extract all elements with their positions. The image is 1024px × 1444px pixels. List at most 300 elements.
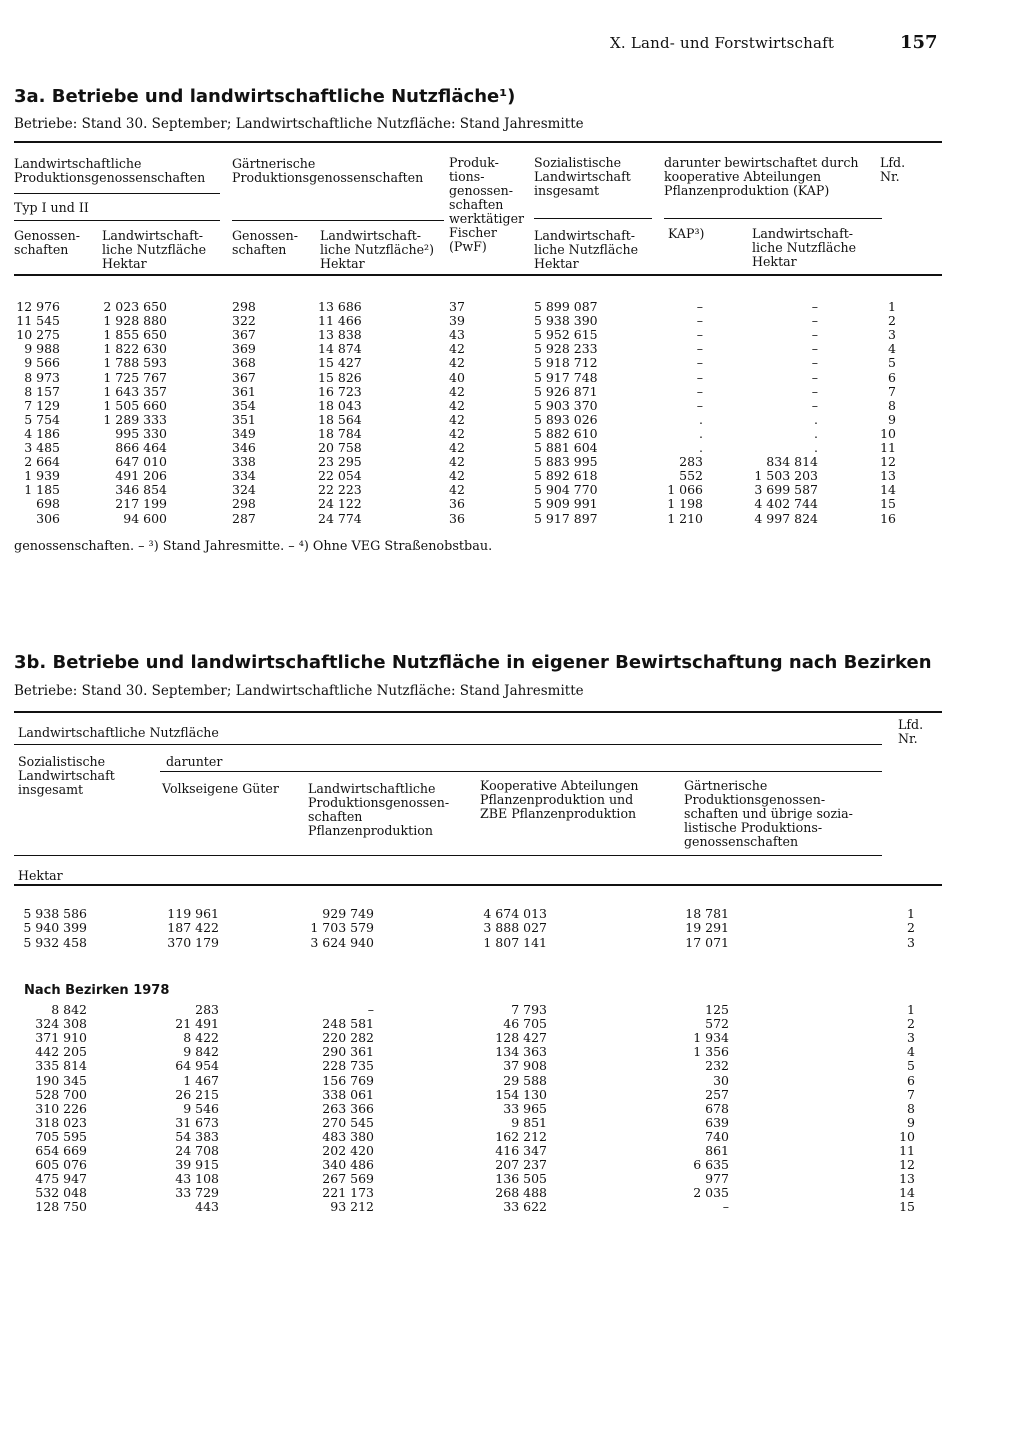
table-cell: 93 212 [330,1199,374,1215]
table-cell: 36 [449,510,465,526]
table-cell: 268 488 [495,1185,547,1201]
table-cell: 13 686 [318,299,362,314]
table-cell: 654 669 [35,1143,87,1158]
table-row [0,300,1024,314]
table-row [0,399,1024,413]
table-row [0,1045,1024,1059]
table-cell: 995 330 [115,425,167,441]
table-cell: 54 383 [175,1128,219,1144]
section-nach-bezirken: Nach Bezirken 1978 [24,983,170,998]
table-cell: 7 793 [511,1002,547,1017]
table-cell: 861 [705,1143,729,1158]
table-cell: . [814,425,818,441]
table-row [0,1017,1024,1031]
table-cell: 8 [888,397,896,413]
header-3b-lpg: Landwirtschaftliche Produktionsgenossen- schaften Pflanzenproduktion [308,781,450,838]
table-row [0,921,1024,935]
table-cell: 15 [899,1199,915,1215]
table-cell: 248 581 [322,1016,374,1032]
table-cell: 43 [449,327,465,343]
table-cell: 367 [232,327,256,343]
header-kap-group: darunter bewirtschaftet durch kooperative Abteilungen Pflanzenproduktion (KAP) [664,155,859,198]
table-row [0,1059,1024,1073]
rule [534,218,652,219]
table-cell: 338 061 [322,1086,374,1102]
table-cell: 46 705 [503,1016,547,1032]
table-cell: 552 [679,468,703,484]
page-number: 157 [900,32,938,53]
rule [14,744,882,745]
table-cell: 128 750 [35,1199,87,1215]
table-cell: 31 673 [175,1114,219,1130]
table-cell: – [696,369,703,385]
table-cell: 2 664 [24,454,60,470]
table-cell: 929 749 [322,906,374,921]
table-cell: 4 186 [24,425,60,441]
table-cell: 12 [899,1157,915,1173]
table-cell: 232 [705,1058,729,1074]
table-cell: 220 282 [322,1030,374,1046]
table-cell: 290 361 [322,1044,374,1060]
table-cell: 10 275 [16,327,60,343]
table-cell: 17 071 [685,934,729,950]
table-cell: 15 [880,496,896,512]
table-cell: 9 842 [183,1044,219,1060]
header-3b-lfd-nr: Lfd. Nr. [898,717,924,746]
table-cell: 310 226 [35,1100,87,1116]
table-cell: 1 822 630 [103,341,167,357]
running-header: X. Land- und Forstwirtschaft [610,34,835,52]
table-cell: 572 [705,1016,729,1032]
header-lnf-lpg: Landwirtschaft- liche Nutzfläche Hektar [102,228,207,271]
table-cell: 370 179 [167,934,219,950]
table-cell: 267 569 [322,1171,374,1187]
table-cell: 5 [907,1058,915,1074]
table-cell: 9 851 [511,1114,547,1130]
table-cell: 64 954 [175,1058,219,1074]
header-lfd-nr: Lfd. Nr. [880,155,906,184]
table-3a-footnote: genossenschaften. – ³) Stand Jahresmitte. – ⁴) Ohne VEG Straßenobstbau. [14,539,493,554]
table-cell: 42 [449,355,465,371]
table-cell: 22 054 [318,468,362,484]
table-cell: 24 708 [175,1143,219,1158]
table-cell: 42 [449,425,465,441]
rule [14,220,220,221]
table-cell: 3 624 940 [310,934,374,950]
table-cell: 322 [232,313,256,329]
table-cell: 6 635 [693,1157,729,1173]
table-cell: 5 883 995 [534,454,598,470]
table-cell: 24 122 [318,496,362,512]
table-cell: 1 289 333 [103,411,167,427]
table-cell: 5 892 618 [534,468,598,484]
table-cell: 11 466 [318,313,362,329]
table-cell: 40 [449,369,465,385]
table-cell: . [699,425,703,441]
rule [14,884,942,886]
table-cell: 257 [705,1086,729,1102]
table-cell: 5 938 586 [23,906,87,921]
table-cell: 217 199 [115,496,167,512]
table-row [0,512,1024,526]
table-cell: 3 485 [24,440,60,455]
header-sozlw-lnf: Landwirtschaft- liche Nutzfläche Hektar [534,228,639,271]
table-cell: 335 814 [35,1058,87,1074]
table-cell: 7 [888,383,896,399]
table-cell: 1 356 [693,1044,729,1060]
table-cell: – [811,397,818,413]
table-row [0,328,1024,342]
table-cell: 8 [907,1100,915,1116]
table-cell: 3 888 027 [483,920,547,936]
table-cell: 5 882 610 [534,425,598,441]
rule [664,218,882,219]
table-cell: 483 380 [322,1128,374,1144]
table-cell: 14 [880,482,896,498]
table-cell: 18 043 [318,397,362,413]
table-cell: 16 [880,510,896,526]
table-cell: 18 781 [685,906,729,921]
table-cell: 7 [907,1086,915,1102]
table-cell: 371 910 [35,1030,87,1046]
table-cell: 2 [907,920,915,936]
table-cell: 5 899 087 [534,299,598,314]
rule [160,771,882,772]
table-cell: 740 [705,1128,729,1144]
table-cell: 23 295 [318,454,362,470]
table-cell: 6 [888,369,896,385]
table-cell: 5 903 370 [534,397,598,413]
table-cell: 306 [36,510,60,526]
table-cell: 42 [449,482,465,498]
table-cell: 5 893 026 [534,411,598,427]
table-cell: 8 842 [51,1002,87,1017]
table-cell: 5 940 399 [23,920,87,936]
table-cell: 26 215 [175,1086,219,1102]
rule [14,193,220,194]
table-cell: 3 699 587 [754,482,818,498]
table-row [0,1031,1024,1045]
header-3b-sozlw: Sozialistische Landwirtschaft insgesamt [18,754,115,797]
table-cell: 866 464 [115,440,167,455]
table-cell: – [811,383,818,399]
table-cell: 287 [232,510,256,526]
table-row [0,1144,1024,1158]
table-cell: 33 622 [503,1199,547,1215]
table-3a-title: 3a. Betriebe und landwirtschaftliche Nutzfläche¹) [14,86,516,107]
table-cell: 128 427 [495,1030,547,1046]
table-cell: 94 600 [123,510,167,526]
table-cell: 42 [449,454,465,470]
table-cell: 154 130 [495,1086,547,1102]
table-cell: 5 918 712 [534,355,598,371]
table-cell: 1 807 141 [483,934,547,950]
table-cell: 20 758 [318,440,362,455]
table-cell: 1 934 [693,1030,729,1046]
table-row [0,441,1024,455]
table-cell: 13 [899,1171,915,1187]
rule [14,855,882,856]
table-cell: 9 546 [183,1100,219,1116]
table-cell: 1 505 660 [103,397,167,413]
table-cell: 13 [880,468,896,484]
table-cell: 12 976 [16,299,60,314]
header-3b-gpg: Gärtnerische Produktionsgenossen- schaften und übrige sozia- listische Produktions- genossenschaften [684,778,853,849]
table-cell: 39 [449,313,465,329]
table-cell: 368 [232,355,256,371]
table-cell: 3 [888,327,896,343]
table-cell: 7 129 [24,397,60,413]
table-cell: 228 735 [322,1058,374,1074]
table-cell: – [811,355,818,371]
table-cell: – [696,327,703,343]
table-cell: 2 023 650 [103,299,167,314]
table-cell: 678 [705,1100,729,1116]
table-cell: – [811,313,818,329]
table-cell: 1 503 203 [754,468,818,484]
table-cell: – [811,299,818,314]
table-cell: 834 814 [766,454,818,470]
table-cell: 443 [195,1199,219,1215]
table-cell: 9 566 [24,355,60,371]
table-cell: 42 [449,397,465,413]
table-cell: 39 915 [175,1157,219,1173]
table-cell: 221 173 [322,1185,374,1201]
table-row [0,907,1024,921]
table-cell: 324 [232,482,256,498]
table-row [0,1074,1024,1088]
table-cell: 334 [232,468,256,484]
table-cell: 2 [888,313,896,329]
table-cell: 10 [880,425,896,441]
table-cell: – [696,383,703,399]
table-cell: 1 855 650 [103,327,167,343]
table-cell: 1 185 [24,482,60,498]
table-cell: 33 965 [503,1100,547,1116]
table-cell: 22 223 [318,482,362,498]
header-3b-lnf: Landwirtschaftliche Nutzfläche [18,725,219,740]
table-cell: 1 [907,906,915,921]
table-row [0,469,1024,483]
table-row [0,385,1024,399]
table-cell: . [814,440,818,455]
table-cell: 351 [232,411,256,427]
table-cell: – [696,355,703,371]
table-cell: – [722,1199,729,1215]
table-cell: 8 422 [183,1030,219,1046]
table-cell: 354 [232,397,256,413]
table-cell: 37 [449,299,465,314]
table-cell: 475 947 [35,1171,87,1187]
table-cell: 29 588 [503,1072,547,1088]
table-cell: 338 [232,454,256,470]
table-cell: 5 909 991 [534,496,598,512]
table-cell: 43 108 [175,1171,219,1187]
table-cell: . [699,411,703,427]
table-cell: 21 491 [175,1016,219,1032]
header-3b-unit: Hektar [18,868,63,883]
table-row [0,356,1024,370]
table-cell: 19 291 [685,920,729,936]
rule [232,220,444,221]
header-lpg: Landwirtschaftliche Produktionsgenossenschaften [14,156,206,185]
header-3b-veg: Volkseigene Güter [162,781,279,796]
table-cell: – [696,313,703,329]
table-cell: . [814,411,818,427]
table-cell: 15 826 [318,369,362,385]
table-cell: 977 [705,1171,729,1187]
table-cell: 24 774 [318,510,362,526]
table-cell: 1 725 767 [103,369,167,385]
table-cell: 9 [888,411,896,427]
table-cell: 5 754 [24,411,60,427]
header-pwf: Produk- tions- genossen- schaften werktätiger Fischer (PwF) [449,155,525,254]
table-row [0,936,1024,950]
table-cell: 698 [36,496,60,512]
table-cell: 207 237 [495,1157,547,1173]
table-cell: 10 [899,1128,915,1144]
table-row [0,1200,1024,1214]
rule [14,711,942,713]
table-cell: 14 [899,1185,915,1201]
table-cell: 361 [232,383,256,399]
table-cell: 1 [907,1002,915,1017]
table-row [0,483,1024,497]
table-cell: 162 212 [495,1128,547,1144]
table-cell: 13 838 [318,327,362,343]
table-cell: 42 [449,383,465,399]
table-cell: – [811,369,818,385]
table-cell: 156 769 [322,1072,374,1088]
table-row [0,314,1024,328]
table-row [0,1088,1024,1102]
table-cell: 36 [449,496,465,512]
table-cell: 190 345 [35,1072,87,1088]
table-cell: 1 467 [183,1072,219,1088]
table-cell: 5 [888,355,896,371]
header-genossenschaften-lpg: Genossen- schaften [14,228,80,257]
table-row [0,1003,1024,1017]
table-row [0,1130,1024,1144]
header-genossenschaften-gpg: Genossen- schaften [232,228,298,257]
table-cell: 134 363 [495,1044,547,1060]
table-cell: 42 [449,341,465,357]
table-row [0,371,1024,385]
table-cell: 705 595 [35,1128,87,1144]
table-cell: 3 [907,934,915,950]
table-cell: 4 [907,1044,915,1060]
table-cell: 6 [907,1072,915,1088]
table-cell: 33 729 [175,1185,219,1201]
table-3b-title: 3b. Betriebe und landwirtschaftliche Nutzfläche in eigener Bewirtschaftung nach Bezirken [14,652,932,673]
table-cell: 3 [907,1030,915,1046]
table-cell: 42 [449,468,465,484]
table-row [0,1172,1024,1186]
table-row [0,1102,1024,1116]
table-cell: 416 347 [495,1143,547,1158]
table-cell: 442 205 [35,1044,87,1060]
rule [14,274,942,276]
header-kap: KAP³) [668,226,705,241]
table-cell: 18 784 [318,425,362,441]
table-cell: 5 928 233 [534,341,598,357]
table-cell: 1 643 357 [103,383,167,399]
table-cell: 12 [880,454,896,470]
table-cell: 639 [705,1114,729,1130]
table-cell: 16 723 [318,383,362,399]
header-3b-darunter: darunter [166,754,223,769]
table-cell: 2 035 [693,1185,729,1201]
table-cell: 318 023 [35,1114,87,1130]
table-row [0,1186,1024,1200]
table-cell: 5 938 390 [534,313,598,329]
table-cell: 1 210 [667,510,703,526]
table-cell: . [699,440,703,455]
table-cell: 340 486 [322,1157,374,1173]
table-cell: 11 [899,1143,915,1158]
table-cell: 283 [195,1002,219,1017]
table-cell: 270 545 [322,1114,374,1130]
table-cell: – [696,341,703,357]
table-cell: 1 928 880 [103,313,167,329]
table-cell: 2 [907,1016,915,1032]
table-cell: 1 198 [667,496,703,512]
table-cell: 532 048 [35,1185,87,1201]
table-cell: 283 [679,454,703,470]
table-cell: 367 [232,369,256,385]
table-cell: 5 952 615 [534,327,598,343]
table-cell: 42 [449,411,465,427]
table-cell: 346 854 [115,482,167,498]
table-cell: – [696,397,703,413]
table-cell: 42 [449,440,465,455]
table-cell: 11 545 [16,313,60,329]
table-cell: – [367,1002,374,1017]
table-cell: 605 076 [35,1157,87,1173]
table-cell: 5 926 871 [534,383,598,399]
table-cell: – [811,327,818,343]
table-row [0,497,1024,511]
table-cell: – [696,299,703,314]
table-cell: 1 703 579 [310,920,374,936]
table-row [0,427,1024,441]
table-cell: 8 157 [24,383,60,399]
header-kap-lnf: Landwirtschaft- liche Nutzfläche Hektar [752,226,857,269]
table-row [0,1116,1024,1130]
header-gpg: Gärtnerische Produktionsgenossenschaften [232,156,424,185]
table-cell: 1 066 [667,482,703,498]
table-3a-subtitle: Betriebe: Stand 30. September; Landwirtschaftliche Nutzfläche: Stand Jahresmitte [14,116,584,132]
table-cell: 15 427 [318,355,362,371]
table-cell: 4 997 824 [754,510,818,526]
table-cell: 298 [232,496,256,512]
table-cell: 136 505 [495,1171,547,1187]
table-3a-top-rule [14,141,942,143]
table-cell: 202 420 [322,1143,374,1158]
table-cell: 1 788 593 [103,355,167,371]
table-cell: 263 366 [322,1100,374,1116]
table-cell: 5 932 458 [23,934,87,950]
table-cell: 4 [888,341,896,357]
table-cell: 14 874 [318,341,362,357]
table-cell: 8 973 [24,369,60,385]
table-cell: 647 010 [115,454,167,470]
table-cell: 1 939 [24,468,60,484]
table-cell: 187 422 [167,920,219,936]
table-cell: 369 [232,341,256,357]
table-row [0,455,1024,469]
table-row [0,342,1024,356]
